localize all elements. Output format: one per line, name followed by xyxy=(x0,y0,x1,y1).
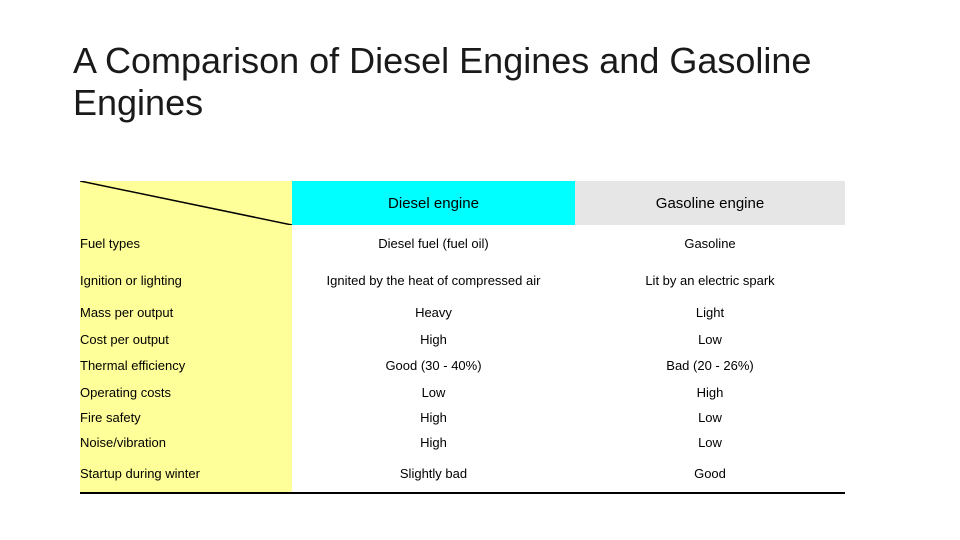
table-row xyxy=(80,261,845,299)
diesel-value: Slightly bad xyxy=(292,455,575,493)
gasoline-value: Low xyxy=(698,331,722,347)
row-label: Ignition or lighting xyxy=(80,261,292,299)
row-label: Operating costs xyxy=(80,379,292,405)
gasoline-value: High xyxy=(696,384,724,400)
gasoline-value: Gasoline xyxy=(684,235,736,251)
table-row xyxy=(80,326,845,352)
row-label: Noise/vibration xyxy=(80,429,292,455)
table-row xyxy=(80,429,845,455)
diagonal-line xyxy=(80,181,292,225)
table-row xyxy=(80,225,845,261)
corner-cell xyxy=(80,181,292,225)
table-row xyxy=(80,455,845,493)
diesel-value: Good (30 - 40%) xyxy=(385,358,482,373)
diesel-value: Ignited by the heat of compressed air xyxy=(326,272,541,288)
table-row xyxy=(80,352,845,379)
gasoline-value: Good xyxy=(575,455,845,493)
diesel-value: High xyxy=(420,409,447,425)
gasoline-value: Low xyxy=(698,434,722,450)
diesel-value: Diesel fuel (fuel oil) xyxy=(378,235,489,251)
diesel-value: Low xyxy=(421,384,446,400)
diesel-value: Heavy xyxy=(415,305,452,320)
header-gasoline: Gasoline engine xyxy=(575,181,845,225)
diesel-value: High xyxy=(420,434,447,450)
row-label: Fuel types xyxy=(80,225,292,261)
slide-title: A Comparison of Diesel Engines and Gasoline Engines xyxy=(73,40,812,123)
header-row xyxy=(80,181,845,225)
header-diesel: Diesel engine xyxy=(292,181,575,225)
row-label: Startup during winter xyxy=(80,455,292,493)
row-label: Fire safety xyxy=(80,405,292,429)
table-row xyxy=(80,405,845,429)
gasoline-value: Low xyxy=(698,409,722,425)
row-label: Cost per output xyxy=(80,326,292,352)
comparison-table xyxy=(80,181,845,494)
row-label: Mass per output xyxy=(80,299,292,326)
gasoline-value: Light xyxy=(695,305,725,320)
diesel-value: High xyxy=(420,331,447,347)
gasoline-value: Bad (20 - 26%) xyxy=(666,358,754,373)
table-row xyxy=(80,299,845,326)
table-row xyxy=(80,379,845,405)
gasoline-value: Lit by an electric spark xyxy=(645,272,775,288)
row-label: Thermal efficiency xyxy=(80,352,292,379)
